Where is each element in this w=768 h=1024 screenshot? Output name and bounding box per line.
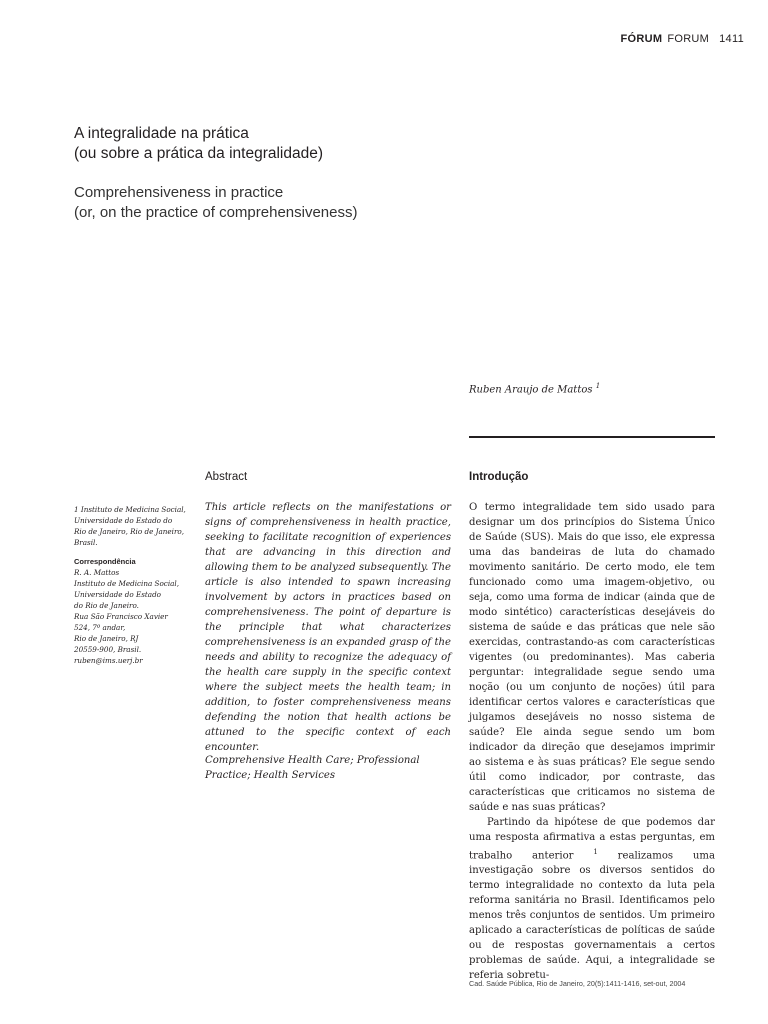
introduction-body <box>469 500 715 983</box>
affiliation-block <box>74 504 186 666</box>
intro-paragraph-2-start: Partindo da hipótese de que podemos dar uma resposta afirmativa a estas perguntas, em trabalho anterior <box>469 817 715 862</box>
title-en-line1: Comprehensiveness in practice <box>74 184 284 201</box>
correspondence-line: Rio de Janeiro, RJ <box>74 634 139 643</box>
title-pt-line1: A integralidade na prática <box>74 125 249 142</box>
author-line <box>469 382 600 395</box>
correspondence-line: Rua São Francisco Xavier <box>74 612 168 621</box>
correspondence-line: Instituto de Medicina Social, <box>74 579 179 588</box>
abstract-keywords: Comprehensive Health Care; Professional Practice; Health Services <box>205 755 420 781</box>
affiliation-text: 1 Instituto de Medicina Social, Universidade do Estado do Rio de Janeiro, Rio de Janeiro, Brasil. <box>74 505 186 547</box>
correspondence-line: R. A. Mattos <box>74 568 120 577</box>
abstract-heading: Abstract <box>205 471 248 483</box>
correspondence-line: 20559-900, Brasil. <box>74 645 142 654</box>
running-header <box>620 33 744 45</box>
citation-ref: 1 <box>593 848 598 856</box>
correspondence-heading: Correspondência <box>74 557 136 566</box>
intro-paragraph-2 <box>469 815 715 983</box>
title-en-line2: (or, on the practice of comprehensiveness) <box>74 204 358 221</box>
correspondence-line: do Rio de Janeiro. <box>74 601 139 610</box>
article-title-en <box>74 183 357 223</box>
correspondence-email: ruben@ims.uerj.br <box>74 656 143 665</box>
author-divider <box>469 436 715 438</box>
abstract-body: This article reflects on the manifestations or signs of comprehensiveness in health practice, seeking to facilitate recognition of experiences that are advancing in this direction and allowing them to be analyzed subsequently. The article is also intended to spawn increasing involvement by actors in practices based on comprehensiveness. The point of departure is the principle that what characterizes comprehensiveness is an expanded grasp of the needs and ability to recognize the adequacy of the health care supply in the specific context where the subject meets the health team; in addition, to foster comprehensiveness means defending the notion that health actions be attuned to the specific context of each encounter. <box>205 502 451 753</box>
section-label-pt: FÓRUM <box>620 33 663 45</box>
author-name: Ruben Araujo de Mattos <box>469 384 593 396</box>
intro-paragraph-2-end: realizamos uma investigação sobre os diversos sentidos do termo integralidade no contexto da luta pela reforma sanitária no Brasil. Identificamos pelo menos três conjuntos de sentidos. Um primeiro aplicado a características de políticas de saúde ou de respostas governamentais a certos problemas de saúde. Aqui, a integralidade se referia sobretu- <box>469 850 715 982</box>
journal-citation-footer: Cad. Saúde Pública, Rio de Janeiro, 20(5):1411-1416, set-out, 2004 <box>469 979 686 988</box>
article-title-pt <box>74 124 323 164</box>
correspondence-line: Universidade do Estado <box>74 590 161 599</box>
correspondence-line: 524, 7º andar, <box>74 623 126 632</box>
introduction-heading: Introdução <box>469 471 529 483</box>
author-footnote-mark: 1 <box>595 382 601 390</box>
intro-paragraph-1: O termo integralidade tem sido usado para designar um dos princípios do Sistema Único de Saúde (SUS). Mais do que isso, ele expressa uma das bandeiras de luta do chamado movimento sanitário. De certo modo, ele tem funcionado como uma imagem-objetivo, ou seja, como uma forma de indicar (ainda que de modo sintético) características desejáveis do sistema de saúde e das práticas que nele são exercidas, contrastando-as com características vigentes (ou predominantes). Mas caberia perguntar: integralidade segue sendo uma noção (ou um conjunto de noções) útil para identificar certos valores e características que julgamos desejáveis no nosso sistema de saúde? Ele ainda segue sendo um bom indicador da direção que desejamos imprimir ao sistema e às suas práticas? Ele segue sendo útil como indicador, por contraste, das características que criticamos no sistema de saúde e nas suas práticas? <box>469 502 715 813</box>
section-label-en: FORUM <box>667 33 710 45</box>
page-number: 1411 <box>719 33 744 45</box>
title-pt-line2: (ou sobre a prática da integralidade) <box>74 145 324 162</box>
